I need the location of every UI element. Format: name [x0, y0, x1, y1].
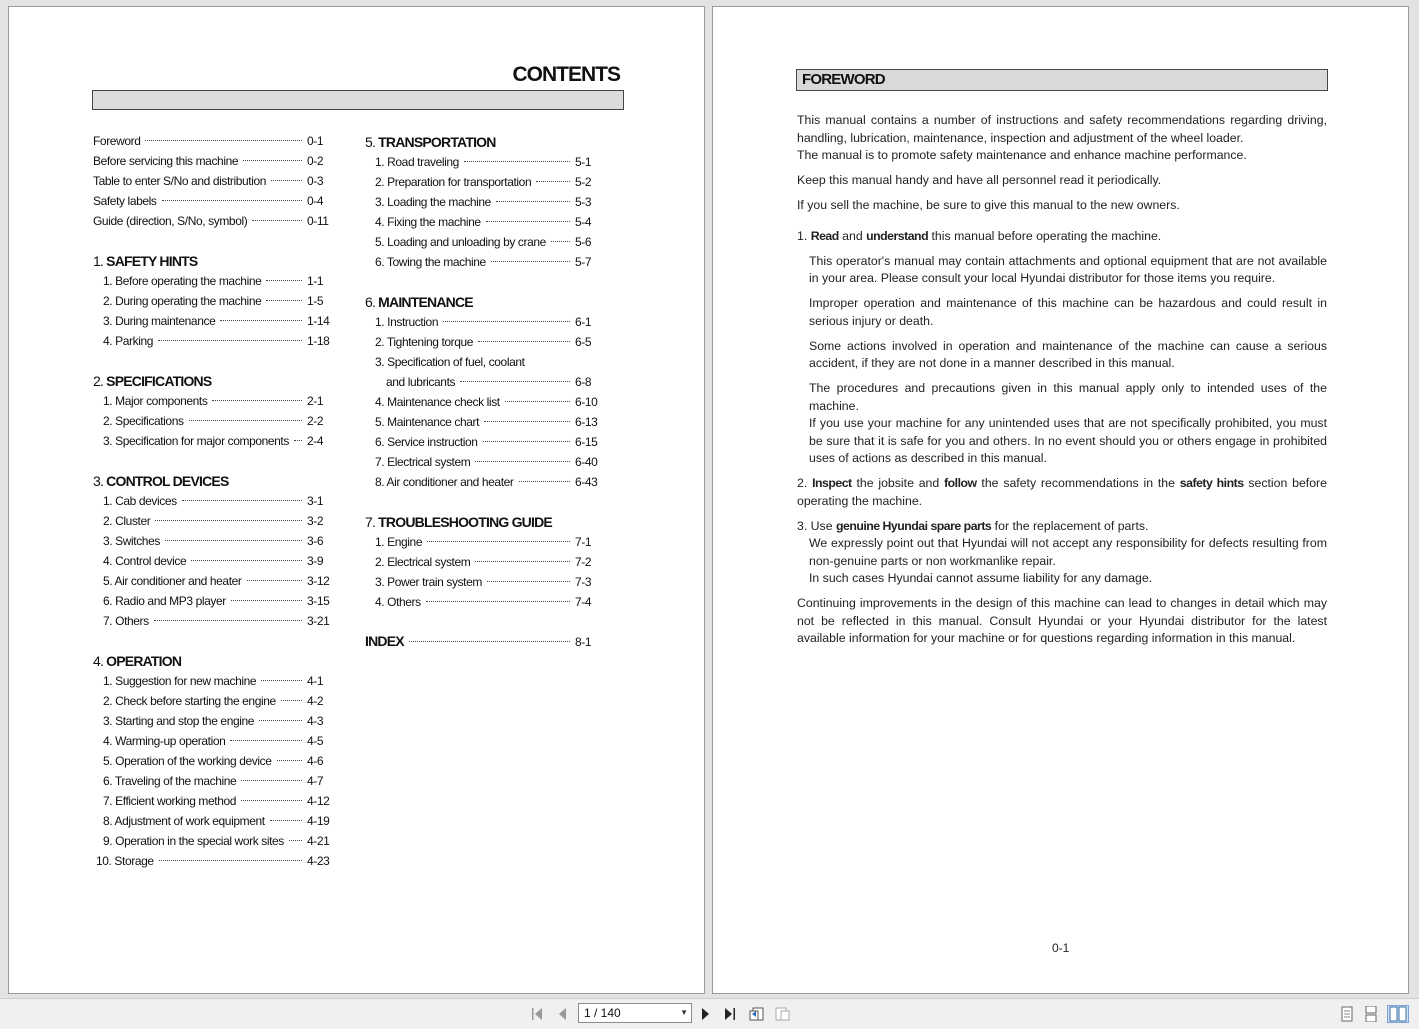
toc-section-number: 7. — [365, 514, 379, 530]
toc-leader-dots — [247, 580, 303, 581]
toc-entry-page: 4-2 — [307, 694, 324, 708]
toc-entry[interactable] — [93, 851, 349, 871]
toc-entry-label: INDEX — [365, 633, 404, 649]
toc-entry-label: 8. Adjustment of work equipment — [103, 814, 265, 828]
toc-leader-dots — [486, 221, 570, 222]
toc-leader-dots — [491, 261, 570, 262]
toc-leader-dots — [460, 381, 570, 382]
toc-entry-page: 5-7 — [575, 255, 592, 269]
toc-spacer — [365, 272, 617, 291]
toc-section-number: 5. — [365, 134, 379, 150]
toc-entry[interactable] — [93, 211, 349, 231]
go-forward-icon[interactable] — [773, 1005, 791, 1023]
toc-section-label: SPECIFICATIONS — [106, 373, 212, 389]
toc-leader-dots — [483, 441, 570, 442]
toc-spacer — [93, 451, 349, 470]
toc-entry-page: 6-8 — [575, 375, 592, 389]
foreword-item-3 — [797, 518, 1327, 588]
toc-entry[interactable] — [93, 811, 349, 831]
foreword-item-2 — [797, 475, 1327, 510]
toc-entry[interactable] — [93, 691, 349, 711]
toc-entry[interactable] — [93, 611, 349, 631]
foreword-text: 3. Use — [797, 518, 836, 533]
toc-entry-page: 4-6 — [307, 754, 324, 768]
toc-entry-page: 6-1 — [575, 315, 592, 329]
toc-entry[interactable] — [365, 312, 617, 332]
foreword-page — [712, 6, 1409, 994]
toc-entry-page: 0-3 — [307, 174, 324, 188]
toc-entry[interactable] — [365, 472, 617, 492]
toc-entry-label: 2. Cluster — [103, 514, 151, 528]
toc-entry-label: 4. Maintenance check list — [375, 395, 500, 409]
foreword-paragraph: Keep this manual handy and have all personnel read it periodically. — [797, 173, 1162, 187]
toc-spacer — [93, 631, 349, 650]
toc-entry[interactable] — [93, 751, 349, 771]
toc-section-heading[interactable] — [365, 292, 617, 312]
toc-leader-dots — [270, 820, 302, 821]
toc-entry-page: 2-4 — [307, 434, 324, 448]
toc-entry[interactable] — [365, 232, 617, 252]
emphasis: follow — [944, 476, 977, 490]
toc-leader-dots — [271, 180, 302, 181]
emphasis: Read — [810, 228, 839, 243]
toc-entry-page: 6-43 — [575, 475, 598, 489]
toc-entry-page: 4-21 — [307, 834, 330, 848]
toc-entry-label: 4. Parking — [103, 334, 154, 348]
toc-entry-page: 3-9 — [307, 554, 324, 568]
contents-title-bar — [92, 90, 624, 110]
previous-page-icon[interactable] — [553, 1005, 571, 1023]
toc-leader-dots — [212, 400, 302, 401]
toc-section-heading[interactable] — [365, 512, 617, 532]
toc-entry[interactable] — [93, 331, 349, 351]
toc-leader-dots — [182, 500, 302, 501]
toc-section-number: 2. — [93, 373, 107, 389]
toc-entry-label: Before servicing this machine — [93, 154, 239, 168]
toc-entry[interactable] — [93, 771, 349, 791]
emphasis: genuine Hyundai spare parts — [835, 518, 992, 533]
toc-entry-label: 4. Warming-up operation — [103, 734, 226, 748]
toc-leader-dots — [294, 440, 302, 441]
chevron-down-icon[interactable]: ▼ — [680, 1008, 688, 1017]
toc-entry-label: 2. Electrical system — [375, 555, 471, 569]
foreword-paragraph — [797, 112, 1327, 165]
toc-entry-page: 5-2 — [575, 175, 592, 189]
toc-entry-label: Foreword — [93, 134, 141, 148]
toc-entry-label: 2. Preparation for transportation — [375, 175, 532, 189]
toc-entry-page: 6-15 — [575, 435, 598, 449]
toc-entry-page: 3-1 — [307, 494, 324, 508]
toc-entry[interactable] — [93, 831, 349, 851]
toc-entry-label: 1. Engine — [375, 535, 423, 549]
toc-leader-dots — [259, 720, 302, 721]
emphasis: safety hints — [1179, 476, 1244, 490]
toc-entry[interactable] — [93, 591, 349, 611]
toc-entry-page: 5-1 — [575, 155, 592, 169]
foreword-paragraph: This operator's manual may contain attachments and optional equipment that are not available in your area. Please consult your local Hyundai distributor for those items you require. — [809, 253, 1327, 285]
toc-leader-dots — [145, 140, 302, 141]
foreword-text: section before operating the machine. — [797, 476, 1327, 508]
toc-entry[interactable] — [93, 191, 349, 211]
toc-entry[interactable] — [93, 511, 349, 531]
toc-entry-label: 3. Specification for major components — [103, 434, 289, 448]
toc-entry[interactable] — [93, 431, 349, 451]
toc-entry-page: 3-21 — [307, 614, 330, 628]
toc-entry-page: 3-6 — [307, 534, 324, 548]
toc-leader-dots — [165, 540, 302, 541]
toc-leader-dots — [519, 481, 571, 482]
toc-entry-label: 1. Major components — [103, 394, 208, 408]
toc-leader-dots — [281, 700, 302, 701]
toc-leader-dots — [409, 641, 570, 642]
toc-section-heading[interactable] — [93, 371, 349, 391]
toc-entry[interactable] — [93, 711, 349, 731]
toc-entry-page: 3-15 — [307, 594, 330, 608]
toc-entry-label: 5. Loading and unloading by crane — [375, 235, 546, 249]
toc-entry[interactable] — [365, 212, 617, 232]
toc-leader-dots — [277, 760, 302, 761]
toc-entry-label: 6. Traveling of the machine — [103, 774, 237, 788]
two-page-view-icon[interactable] — [1387, 1005, 1409, 1023]
toc-leader-dots — [189, 420, 302, 421]
next-page-icon[interactable] — [697, 1005, 715, 1023]
toc-leader-dots — [162, 200, 302, 201]
foreword-paragraph: If you sell the machine, be sure to give this manual to the new owners. — [797, 198, 1180, 212]
toc-entry[interactable] — [365, 352, 617, 372]
toc-entry[interactable] — [365, 172, 617, 192]
toc-entry-page: 3-2 — [307, 514, 324, 528]
emphasis: understand — [866, 228, 929, 243]
toc-entry-page: 1-14 — [307, 314, 330, 328]
page-number-input[interactable] — [578, 1003, 692, 1023]
toc-entry-label: 3. Specification of fuel, coolant — [375, 355, 525, 369]
toc-leader-dots — [191, 560, 302, 561]
toc-leader-dots — [155, 520, 302, 521]
toc-entry-label: 10. Storage — [96, 854, 154, 868]
toc-leader-dots — [230, 740, 302, 741]
toc-leader-dots — [158, 340, 302, 341]
viewer-toolbar — [0, 998, 1419, 1029]
toc-entry-label: 5. Maintenance chart — [375, 415, 480, 429]
toc-entry-label: and lubricants — [386, 375, 456, 389]
contents-title: CONTENTS — [512, 63, 620, 86]
toc-entry-page: 3-12 — [307, 574, 330, 588]
toc-entry-page: 0-1 — [307, 134, 324, 148]
toc-entry-label: Safety labels — [93, 194, 157, 208]
toc-entry[interactable] — [93, 571, 349, 591]
item-number: 1. — [797, 228, 811, 243]
toc-leader-dots — [427, 541, 570, 542]
toc-entry-page: 4-5 — [307, 734, 324, 748]
toc-entry-label: 7. Others — [103, 614, 149, 628]
toc-leader-dots — [154, 620, 302, 621]
toc-leader-dots — [443, 321, 570, 322]
foreword-text: the safety recommendations in the — [976, 476, 1180, 490]
toc-leader-dots — [464, 161, 570, 162]
foreword-body — [797, 112, 1327, 655]
toc-entry[interactable] — [93, 551, 349, 571]
toc-entry-page: 5-6 — [575, 235, 592, 249]
toc-section-heading[interactable] — [93, 471, 349, 491]
toc-entry[interactable] — [365, 432, 617, 452]
toc-section-number: 4. — [93, 653, 107, 669]
foreword-text: The manual is to promote safety maintenance and enhance machine performance. — [797, 148, 1247, 162]
page-number: 0-1 — [1052, 941, 1070, 955]
toc-entry[interactable] — [365, 192, 617, 212]
toc-entry-label: 4. Others — [375, 595, 421, 609]
toc-entry-page: 7-3 — [575, 575, 592, 589]
toc-entry-page: 2-2 — [307, 414, 324, 428]
toc-entry-label: Guide (direction, S/No, symbol) — [93, 214, 248, 228]
toc-entry-page: 5-3 — [575, 195, 592, 209]
toc-entry[interactable] — [365, 252, 617, 272]
toc-entry-page: 7-2 — [575, 555, 592, 569]
toc-leader-dots — [220, 320, 302, 321]
toc-entry[interactable] — [93, 311, 349, 331]
toc-entry[interactable] — [365, 572, 617, 592]
item-number: 2. — [797, 476, 813, 490]
toc-entry-page: 6-5 — [575, 335, 592, 349]
toc-entry-label: 6. Towing the machine — [375, 255, 486, 269]
toc-section-number: 1. — [93, 253, 107, 269]
toc-entry[interactable] — [365, 152, 617, 172]
toc-entry-label: 9. Operation in the special work sites — [103, 834, 284, 848]
toc-entry[interactable] — [93, 131, 349, 151]
foreword-paragraph — [797, 380, 1327, 468]
foreword-text: In such cases Hyundai cannot assume liability for any damage. — [809, 571, 1153, 585]
toc-entry[interactable] — [93, 391, 349, 411]
toc-entry-page: 0-4 — [307, 194, 324, 208]
toc-entry-page: 6-10 — [575, 395, 598, 409]
foreword-paragraph: Some actions involved in operation and maintenance of the machine can cause a serious accident, if they are not done in a manner described in this manual. — [809, 338, 1327, 370]
toc-entry-label: 1. Road traveling — [375, 155, 459, 169]
toc-entry-label: 5. Air conditioner and heater — [103, 574, 242, 588]
toc-section-label: CONTROL DEVICES — [106, 473, 229, 489]
toc-entry-page: 0-2 — [307, 154, 324, 168]
toc-entry-label: 3. Loading the machine — [375, 195, 491, 209]
toc-entry-label: Table to enter S/No and distribution — [93, 174, 267, 188]
toc-spacer — [365, 612, 617, 631]
toc-entry-label: 1. Before operating the machine — [103, 274, 262, 288]
toc-leader-dots — [478, 341, 570, 342]
toc-entry[interactable] — [365, 532, 617, 552]
toc-leader-dots — [266, 300, 302, 301]
emphasis: Inspect — [812, 476, 852, 490]
toc-leader-dots — [426, 601, 570, 602]
toc-spacer — [365, 492, 617, 511]
toc-entry[interactable] — [93, 271, 349, 291]
toc-section-heading[interactable] — [93, 651, 349, 671]
foreword-paragraph: Continuing improvements in the design of this machine can lead to changes in detail which may not be reflected in this manual. Consult Hyundai or your Hyundai distributor for the latest available information for your machine or for questions regarding information in this manual. — [797, 596, 1327, 645]
toc-entry[interactable] — [93, 491, 349, 511]
toc-entry-page: 1-5 — [307, 294, 324, 308]
toc-entry-label: 1. Instruction — [375, 315, 439, 329]
toc-entry-page: 5-4 — [575, 215, 592, 229]
toc-entry[interactable] — [93, 291, 349, 311]
toc-entry[interactable] — [365, 631, 617, 651]
toc-leader-dots — [475, 461, 570, 462]
toc-entry[interactable] — [365, 372, 617, 392]
toc-entry-page: 2-1 — [307, 394, 324, 408]
toc-leader-dots — [536, 181, 570, 182]
toc-leader-dots — [475, 561, 570, 562]
toc-entry-label: 6. Service instruction — [375, 435, 478, 449]
toc-entry-label: 8. Air conditioner and heater — [375, 475, 514, 489]
toc-entry-label: 7. Electrical system — [375, 455, 471, 469]
toc-entry-page: 4-3 — [307, 714, 324, 728]
toc-leader-dots — [266, 280, 302, 281]
toc-entry-page: 7-4 — [575, 595, 592, 609]
toc-entry-label: 3. Power train system — [375, 575, 482, 589]
toc-entry-label: 2. Tightening torque — [375, 335, 474, 349]
foreword-text: If you use your machine for any unintended uses that are not specifically prohibited, you must be sure that it is safe for you and others. In no event should you or others engage in prohibited uses of actions as described in this manual. — [809, 416, 1327, 465]
toc-entry[interactable] — [365, 412, 617, 432]
toc-entry[interactable] — [93, 171, 349, 191]
toc-entry-page: 4-19 — [307, 814, 330, 828]
toc-leader-dots — [496, 201, 570, 202]
toc-entry-label: 4. Fixing the machine — [375, 215, 481, 229]
toc-entry-label: 2. Check before starting the engine — [103, 694, 276, 708]
foreword-text: This manual contains a number of instructions and safety recommendations regarding driving, handling, lubrication, maintenance, inspection and adjustment of the wheel loader. — [797, 113, 1327, 145]
foreword-text: and — [838, 228, 867, 243]
toc-leader-dots — [252, 220, 302, 221]
toc-column-2 — [365, 131, 617, 651]
contents-page — [8, 6, 705, 994]
toc-entry[interactable] — [365, 552, 617, 572]
toc-entry[interactable] — [93, 531, 349, 551]
toc-entry-label: 2. Specifications — [103, 414, 184, 428]
toc-entry-page: 4-7 — [307, 774, 324, 788]
toc-entry-label: 3. Starting and stop the engine — [103, 714, 255, 728]
toc-section-number: 3. — [93, 473, 107, 489]
toc-leader-dots — [241, 780, 302, 781]
toc-section-heading[interactable] — [365, 132, 617, 152]
toc-entry-label: 2. During operating the machine — [103, 294, 262, 308]
toc-entry[interactable] — [365, 332, 617, 352]
toc-leader-dots — [289, 840, 302, 841]
toc-leader-dots — [487, 581, 570, 582]
toc-entry-page: 4-12 — [307, 794, 330, 808]
toc-spacer — [93, 351, 349, 370]
toc-leader-dots — [505, 401, 570, 402]
toc-entry-label: 3. Switches — [103, 534, 160, 548]
foreword-title: FOREWORD — [796, 69, 1328, 91]
toc-entry[interactable] — [93, 731, 349, 751]
toc-section-heading[interactable] — [93, 251, 349, 271]
toc-entry[interactable] — [93, 671, 349, 691]
toc-entry-page: 4-1 — [307, 674, 324, 688]
toc-entry[interactable] — [93, 791, 349, 811]
toc-section-label: TROUBLESHOOTING GUIDE — [378, 514, 552, 530]
toc-entry[interactable] — [93, 151, 349, 171]
foreword-text: for the replacement of parts. — [991, 518, 1149, 533]
toc-section-label: OPERATION — [106, 653, 182, 669]
toc-leader-dots — [241, 800, 302, 801]
toc-leader-dots — [551, 241, 570, 242]
toc-entry[interactable] — [93, 411, 349, 431]
toc-entry-page: 6-40 — [575, 455, 598, 469]
toc-spacer — [93, 231, 349, 250]
toc-entry-page: 0-11 — [307, 214, 329, 228]
toc-entry-page: 7-1 — [575, 535, 592, 549]
toc-entry[interactable] — [365, 592, 617, 612]
toc-entry-label: 1. Suggestion for new machine — [103, 674, 257, 688]
first-page-icon[interactable] — [529, 1005, 547, 1023]
toc-entry-page: 1-1 — [307, 274, 324, 288]
foreword-text: the jobsite and — [851, 476, 945, 490]
toc-entry-label: 4. Control device — [103, 554, 187, 568]
toc-section-label: MAINTENANCE — [378, 294, 473, 310]
foreword-item-1 — [797, 228, 1327, 246]
toc-entry-page: 4-23 — [307, 854, 330, 868]
toc-section-number: 6. — [365, 294, 379, 310]
last-page-icon[interactable] — [721, 1005, 739, 1023]
toc-entry-page: 6-13 — [575, 415, 598, 429]
toc-entry[interactable] — [365, 392, 617, 412]
toc-leader-dots — [159, 860, 302, 861]
toc-entry-label: 5. Operation of the working device — [103, 754, 272, 768]
toc-section-label: SAFETY HINTS — [106, 253, 198, 269]
page-indicator-text: 1 / 140 — [584, 1006, 621, 1020]
foreword-text: this manual before operating the machine. — [928, 228, 1162, 243]
toc-entry-label: 7. Efficient working method — [103, 794, 237, 808]
foreword-text: We expressly point out that Hyundai will not accept any responsibility for defects resulting from non-genuine parts or non workmanlike repair. — [809, 536, 1327, 568]
toc-leader-dots — [231, 600, 302, 601]
foreword-paragraph: Improper operation and maintenance of this machine can be hazardous and could result in serious injury or death. — [809, 296, 1327, 328]
toc-column-1 — [93, 131, 349, 871]
toc-section-label: TRANSPORTATION — [378, 134, 496, 150]
go-back-icon[interactable] — [748, 1005, 766, 1023]
toc-entry-label: 1. Cab devices — [103, 494, 177, 508]
foreword-text: The procedures and precautions given in this manual apply only to intended uses of the machine. — [809, 381, 1327, 413]
toc-leader-dots — [484, 421, 570, 422]
toc-leader-dots — [243, 160, 302, 161]
toc-leader-dots — [261, 680, 302, 681]
continuous-view-icon[interactable] — [1362, 1005, 1380, 1023]
toc-entry-label: 6. Radio and MP3 player — [103, 594, 226, 608]
toc-entry[interactable] — [365, 452, 617, 472]
toc-entry-page: 8-1 — [575, 635, 592, 649]
toc-entry-page: 1-18 — [307, 334, 330, 348]
single-page-view-icon[interactable] — [1338, 1005, 1356, 1023]
toc-entry-label: 3. During maintenance — [103, 314, 216, 328]
